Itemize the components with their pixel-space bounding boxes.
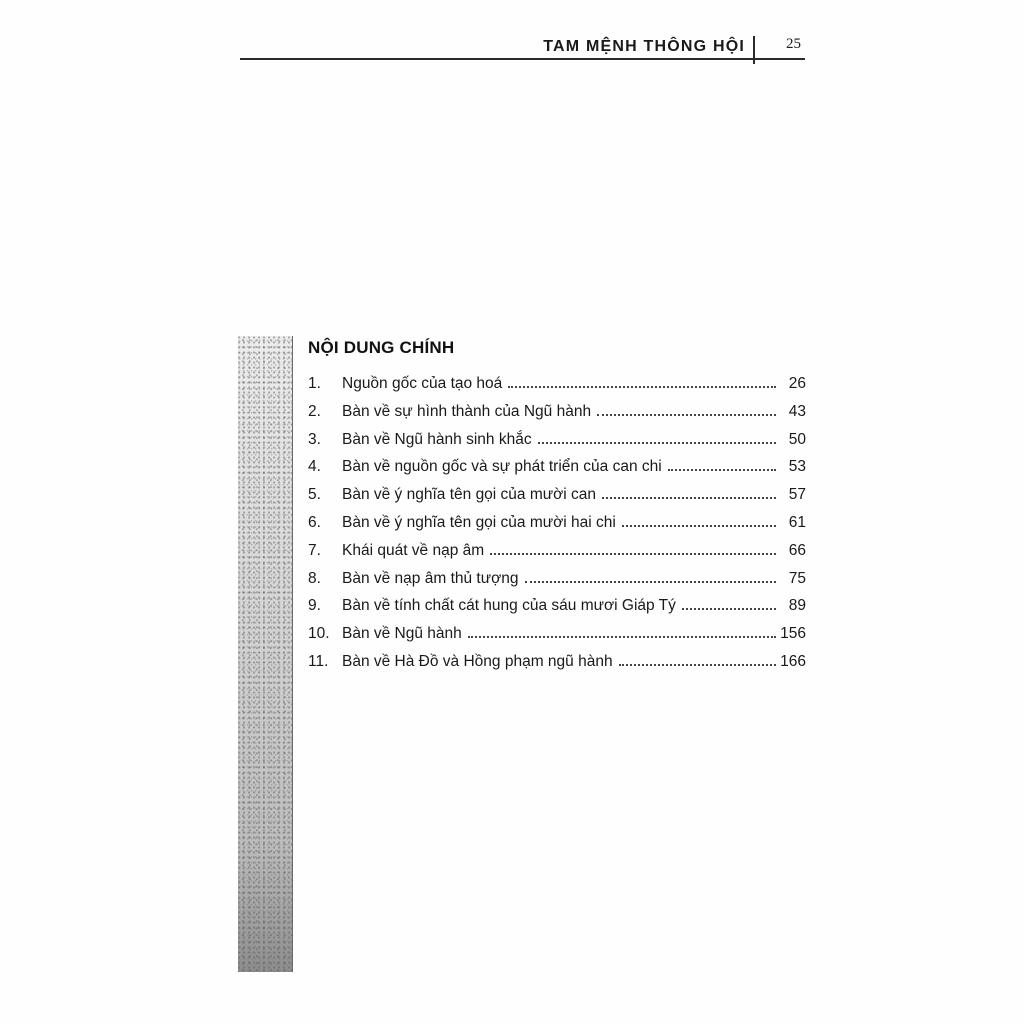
table-of-contents xyxy=(306,338,806,681)
toc-dot-leader xyxy=(508,386,776,388)
toc-entry-number: 4. xyxy=(308,458,321,476)
running-header-title: TAM MỆNH THÔNG HỘI xyxy=(543,38,745,55)
toc-entry xyxy=(306,597,806,625)
toc-entry-number: 8. xyxy=(308,569,321,587)
toc-entry-page: 57 xyxy=(788,486,806,504)
toc-entry-title: Khái quát về nạp âm xyxy=(342,541,485,559)
toc-dot-leader xyxy=(525,581,776,583)
toc-heading: NỘI DUNG CHÍNH xyxy=(308,338,455,357)
toc-entry-title: Bàn về sự hình thành của Ngũ hành xyxy=(342,402,592,420)
toc-dot-leader xyxy=(682,608,776,610)
decorative-side-band xyxy=(238,336,293,972)
toc-entry-page: 61 xyxy=(788,513,806,531)
toc-entry-title: Bàn về tính chất cát hung của sáu mươi Giáp Tý xyxy=(342,597,676,615)
toc-entry xyxy=(306,375,806,403)
toc-entry-number: 5. xyxy=(308,486,321,504)
toc-entry-title: Bàn về nguồn gốc và sự phát triển của can chi xyxy=(342,458,662,476)
toc-entry-page: 66 xyxy=(788,541,806,559)
toc-entry-number: 11. xyxy=(308,652,329,670)
toc-dot-leader xyxy=(622,525,776,527)
toc-entry-number: 7. xyxy=(308,541,321,559)
toc-entry-number: 10. xyxy=(308,625,330,643)
running-header xyxy=(240,34,805,64)
toc-entry-page: 75 xyxy=(788,569,806,587)
toc-entry-title: Nguồn gốc của tạo hoá xyxy=(342,375,503,392)
toc-dot-leader xyxy=(538,442,776,444)
toc-entry-page: 26 xyxy=(788,375,806,392)
toc-entry-page: 50 xyxy=(788,430,806,448)
toc-entry-number: 3. xyxy=(308,430,321,448)
toc-entry-page: 53 xyxy=(788,458,806,476)
toc-entry-title: Bàn về Hà Đồ và Hồng phạm ngũ hành xyxy=(342,652,613,670)
toc-entry-number: 1. xyxy=(308,375,321,392)
toc-dot-leader xyxy=(490,553,776,555)
page-number: 25 xyxy=(786,36,801,52)
toc-list xyxy=(306,375,806,681)
toc-entry xyxy=(306,542,806,570)
toc-entry-number: 6. xyxy=(308,513,321,531)
toc-entry-title: Bàn về Ngũ hành sinh khắc xyxy=(342,430,532,448)
toc-dot-leader xyxy=(602,497,776,499)
toc-entry-title: Bàn về Ngũ hành xyxy=(342,625,462,643)
toc-entry xyxy=(306,653,806,681)
toc-entry xyxy=(306,431,806,459)
toc-entry-title: Bàn về ý nghĩa tên gọi của mười hai chi xyxy=(342,513,616,531)
toc-entry-page: 156 xyxy=(780,625,806,643)
toc-dot-leader xyxy=(668,469,776,471)
toc-entry-page: 166 xyxy=(780,652,806,670)
toc-entry xyxy=(306,403,806,431)
header-rule xyxy=(240,58,805,60)
toc-entry xyxy=(306,486,806,514)
toc-entry-number: 9. xyxy=(308,597,321,615)
toc-entry xyxy=(306,514,806,542)
toc-entry xyxy=(306,570,806,598)
toc-entry-page: 89 xyxy=(788,597,806,615)
toc-entry-page: 43 xyxy=(788,402,806,420)
toc-dot-leader xyxy=(597,414,776,416)
toc-entry xyxy=(306,458,806,486)
toc-entry-title: Bàn về ý nghĩa tên gọi của mười can xyxy=(342,486,597,504)
toc-entry xyxy=(306,625,806,653)
toc-entry-number: 2. xyxy=(308,402,321,420)
toc-dot-leader xyxy=(468,636,776,638)
toc-entry-title: Bàn về nạp âm thủ tượng xyxy=(342,569,519,587)
toc-dot-leader xyxy=(619,664,776,666)
